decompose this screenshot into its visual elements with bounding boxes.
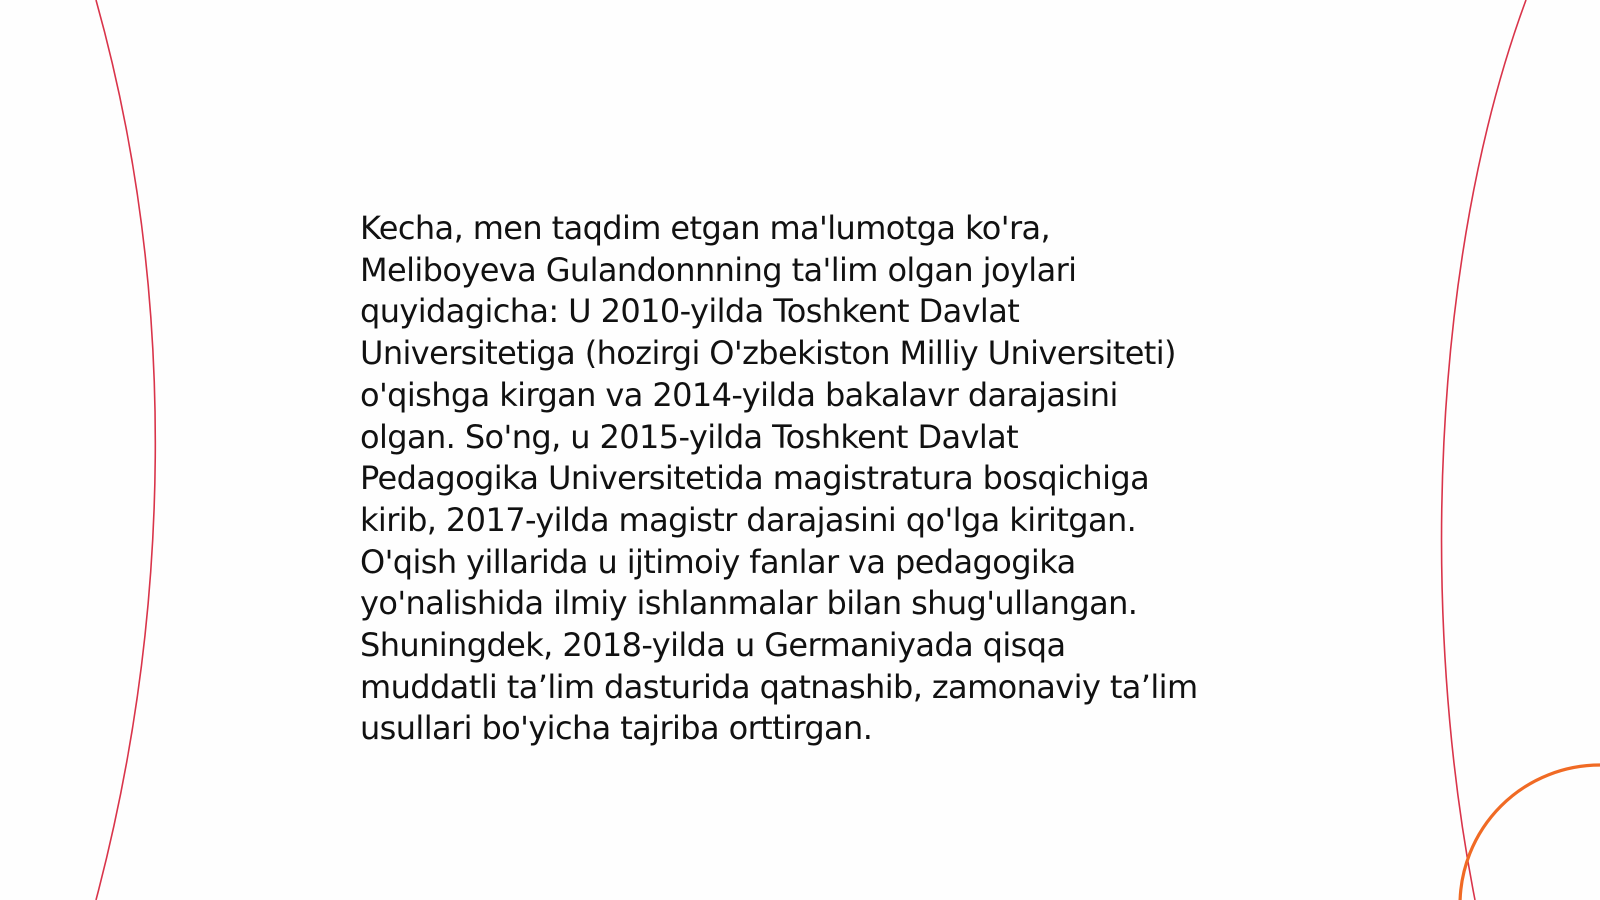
- left-curve-line: [96, 0, 155, 900]
- orange-circle-outline: [1460, 765, 1600, 900]
- right-curve-line: [1442, 0, 1526, 900]
- slide-body-text: Kecha, men taqdim etgan ma'lumotga ko'ra, Meliboyeva Gulandonnning ta'lim olgan joylari quyidagicha: U 2010-yilda Toshkent Davlat Universitetiga (hozirgi O'zbekiston Milliy Universiteti) o'qishga kirgan va 2014-yilda bakalavr darajasini olgan. So'ng, u 2015-yilda Toshkent Davlat Pedagogika Universitetida magistratura bosqichiga kirib, 2017-yilda magistr darajasini qo'lga kiritgan. O'qish yillarida u ijtimoiy fanlar va pedagogika yo'nalishida ilmiy ishlanmalar bilan shug'ullangan. Shuningdek, 2018-yilda u Germaniyada qisqa muddatli ta’lim dasturida qatnashib, zamonaviy ta’lim usullari bo'yicha tajriba orttirgan.: [360, 209, 1198, 748]
